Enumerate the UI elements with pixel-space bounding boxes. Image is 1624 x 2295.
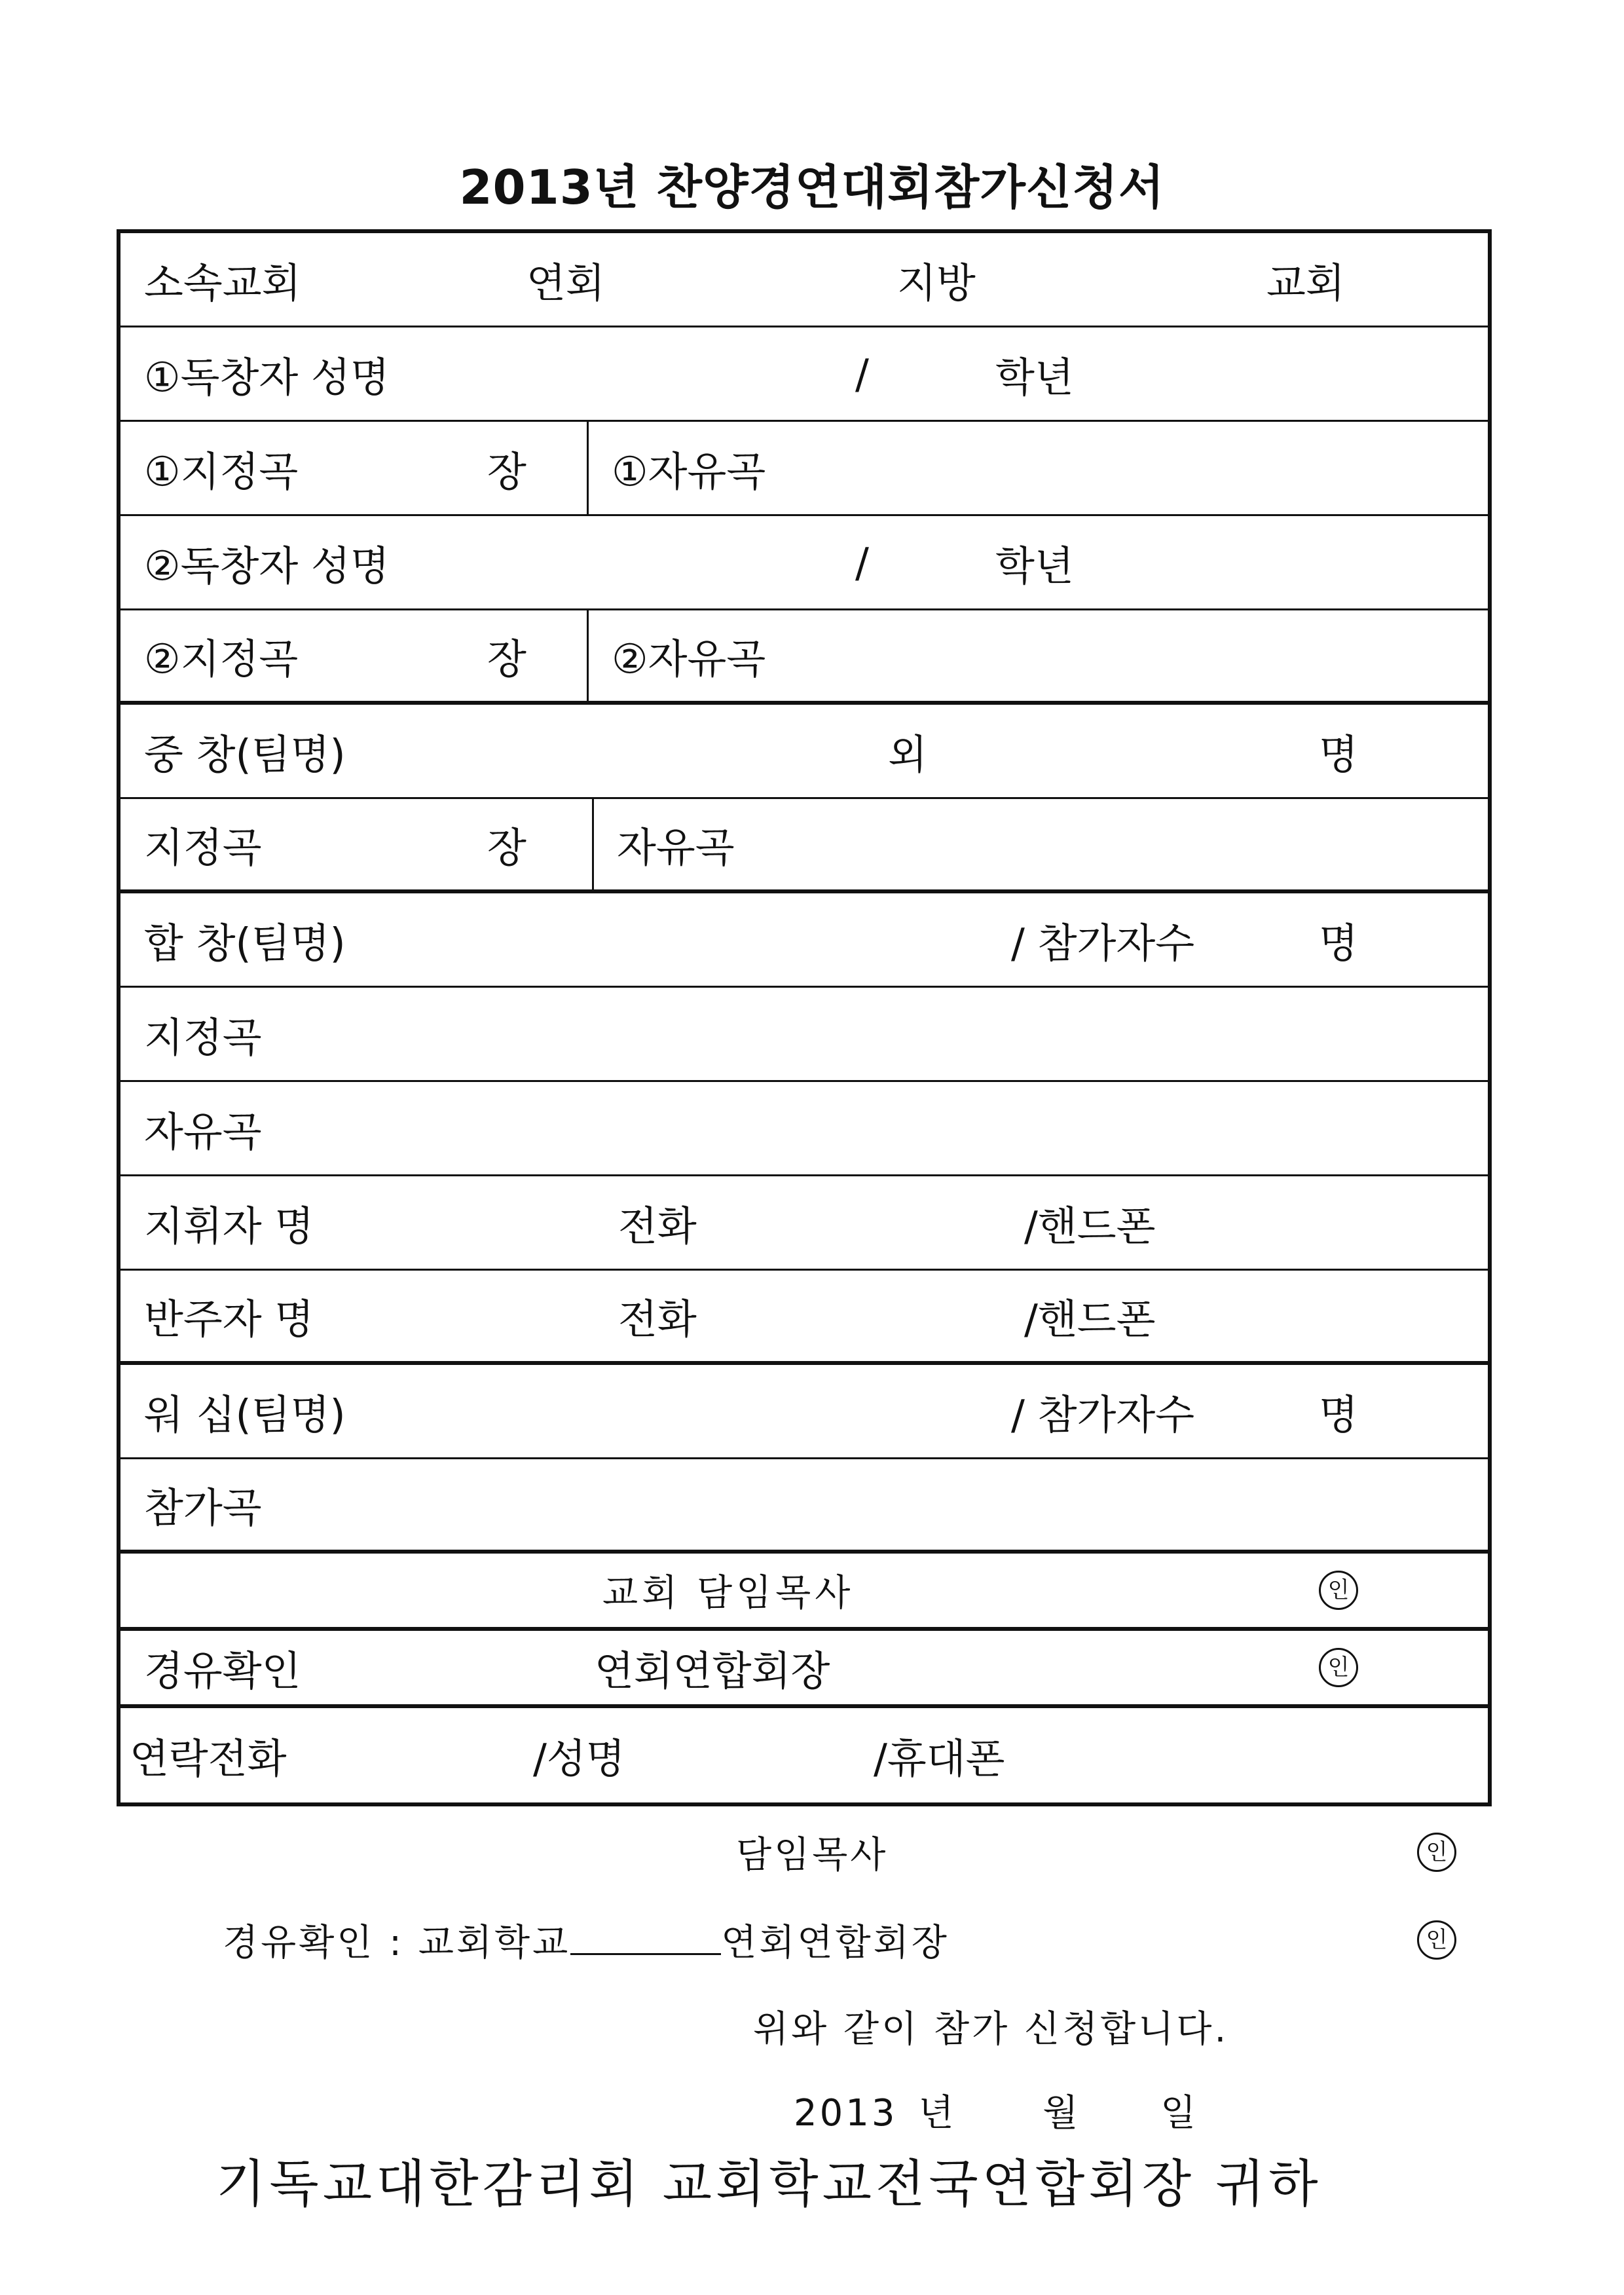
label-ensemble-free-song: 자유곡	[617, 823, 735, 872]
label-church: 교회	[1266, 259, 1345, 307]
label-grade: 학년	[995, 542, 1074, 589]
footer-addressee: 기독교대한감리회 교회학교전국연합회장 귀하	[216, 2155, 1322, 2214]
label-phone: 전화	[618, 1295, 697, 1343]
label-soloist-1-name: ①독창자 성명	[144, 353, 390, 401]
label-confirmation: 경유확인	[144, 1647, 301, 1695]
label-participant-count: / 참가자수	[1011, 1390, 1195, 1438]
row-worship-song	[120, 1459, 1488, 1554]
label-ensemble-assigned-song: 지정곡	[144, 823, 262, 872]
row-choir-assigned-song	[120, 988, 1488, 1082]
label-district: 지방	[897, 259, 976, 307]
footer-date	[794, 2084, 1198, 2136]
footer-confirmation-label: 경유확인 : 교회학교	[223, 1922, 571, 1964]
label-mobile: /핸드폰	[1024, 1295, 1156, 1343]
row-worship-team	[120, 1365, 1488, 1459]
footer-pastor: 담임목사	[736, 1834, 889, 1876]
row-affiliated-church	[120, 233, 1488, 327]
date-day-unit: 일	[1160, 2092, 1199, 2135]
date-year: 2013	[794, 2092, 898, 2135]
seal-icon: 인	[1319, 1648, 1358, 1687]
separator-slash: /	[855, 350, 869, 398]
label-mobile: /핸드폰	[1024, 1202, 1156, 1250]
label-soloist-2-free-song: ②자유곡	[612, 635, 766, 683]
signature-blank	[570, 1927, 721, 1955]
cell-divider	[587, 422, 589, 514]
label-persons-unit: 명	[1319, 730, 1358, 778]
label-soloist-2-assigned-song: ②지정곡	[144, 635, 299, 683]
label-worship-song: 참가곡	[144, 1483, 262, 1532]
row-ensemble-team	[120, 705, 1488, 799]
label-soloist-2-name: ②독창자 성명	[144, 542, 390, 589]
label-conductor-name: 지휘자 명	[144, 1202, 314, 1250]
label-phone: 전화	[618, 1202, 697, 1250]
label-worship-team-name: 워 십(팀명)	[144, 1390, 346, 1438]
label-ensemble-team-name: 중 창(팀명)	[144, 730, 346, 778]
cell-divider	[592, 799, 594, 889]
label-cellphone: /휴대폰	[874, 1734, 1005, 1783]
footer-conference-president: 연회연합회장	[721, 1922, 950, 1964]
label-conference-president: 연회연합회장	[595, 1647, 830, 1695]
label-participant-count: / 참가자수	[1011, 919, 1195, 967]
separator-slash: /	[855, 538, 869, 586]
label-church-pastor: 교회 담임목사	[602, 1572, 855, 1614]
label-hymn-number-unit: 장	[487, 447, 526, 495]
row-soloist-2-songs	[120, 610, 1488, 705]
row-choir-team	[120, 893, 1488, 988]
seal-icon: 인	[1417, 1833, 1456, 1872]
label-persons-unit: 명	[1319, 919, 1358, 967]
label-accompanist-name: 반주자 명	[144, 1295, 314, 1343]
seal-icon: 인	[1417, 1920, 1456, 1960]
label-name: /성명	[533, 1734, 625, 1783]
row-choir-free-song	[120, 1082, 1488, 1176]
date-year-unit: 년	[918, 2092, 957, 2135]
label-choir-team-name: 합 창(팀명)	[144, 919, 346, 967]
label-affiliated-church: 소속교회	[144, 259, 301, 307]
label-grade: 학년	[995, 353, 1074, 401]
date-month-unit: 월	[1043, 2092, 1081, 2135]
label-others: 외	[888, 730, 927, 778]
label-choir-assigned-song: 지정곡	[144, 1013, 262, 1061]
row-conductor	[120, 1176, 1488, 1271]
row-soloist-1-songs	[120, 422, 1488, 516]
row-pastor-signature	[120, 1554, 1488, 1631]
footer-confirmation	[223, 1914, 950, 1966]
form-title: 2013년 찬양경연대회참가신청서	[459, 160, 1165, 215]
label-hymn-number-unit: 장	[487, 823, 526, 872]
label-hymn-number-unit: 장	[487, 635, 526, 683]
row-contact	[120, 1708, 1488, 1802]
label-soloist-1-free-song: ①자유곡	[612, 447, 766, 495]
row-soloist-1-name	[120, 327, 1488, 422]
row-ensemble-songs	[120, 799, 1488, 893]
label-conference: 연회	[526, 259, 605, 307]
label-persons-unit: 명	[1319, 1390, 1358, 1438]
label-contact-phone: 연락전화	[130, 1734, 287, 1783]
application-form-table	[117, 229, 1492, 1806]
cell-divider	[587, 610, 589, 701]
seal-icon: 인	[1319, 1571, 1358, 1610]
row-soloist-2-name	[120, 516, 1488, 610]
row-confirmation	[120, 1631, 1488, 1708]
label-choir-free-song: 자유곡	[144, 1108, 262, 1155]
label-soloist-1-assigned-song: ①지정곡	[144, 447, 299, 495]
footer-statement: 위와 같이 참가 신청합니다.	[753, 2008, 1229, 2051]
row-accompanist	[120, 1271, 1488, 1365]
